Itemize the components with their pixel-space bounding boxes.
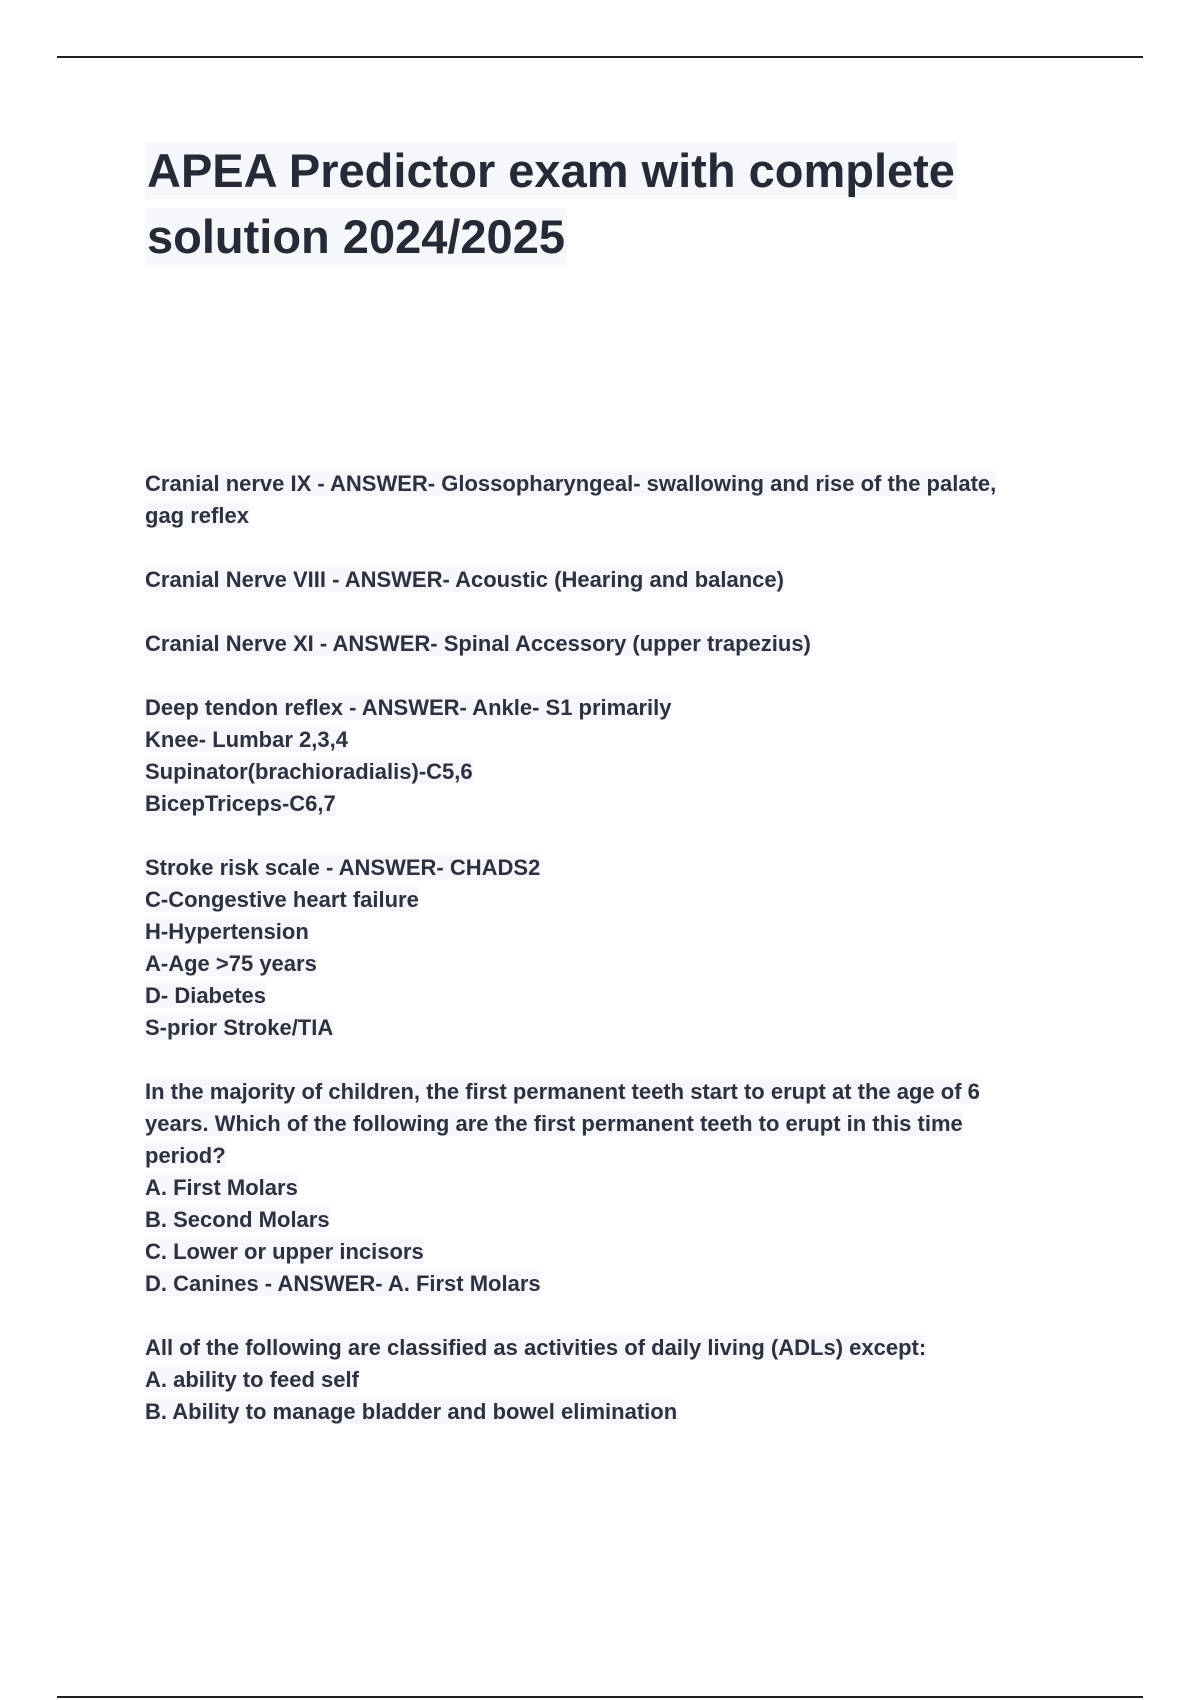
text-line-content: Stroke risk scale - ANSWER- CHADS2 (145, 855, 541, 880)
text-line (145, 468, 1105, 500)
text-line-content: H-Hypertension (145, 919, 309, 944)
text-line-content: A. First Molars (145, 1175, 298, 1200)
text-line-content: years. Which of the following are the first permanent teeth to erupt in this time (145, 1111, 963, 1136)
text-line-content: A-Age >75 years (145, 951, 317, 976)
text-line (145, 1012, 1105, 1044)
text-line-content: Cranial nerve IX - ANSWER- Glossopharyngeal- swallowing and rise of the palate, (145, 471, 997, 496)
text-line (145, 1172, 1105, 1204)
text-line-content: A. ability to feed self (145, 1367, 359, 1392)
text-line (145, 724, 1105, 756)
text-line-content: C. Lower or upper incisors (145, 1239, 424, 1264)
qa-entry (145, 468, 1105, 532)
text-line-content: Supinator(brachioradialis)-C5,6 (145, 759, 473, 784)
text-line (145, 628, 1105, 660)
qa-entry (145, 1076, 1105, 1300)
text-line (145, 1076, 1105, 1108)
text-line (145, 916, 1105, 948)
document-title-text: APEA Predictor exam with complete solution 2024/2025 (147, 144, 955, 263)
text-line (145, 564, 1105, 596)
text-line-content: D. Canines - ANSWER- A. First Molars (145, 1271, 541, 1296)
text-line (145, 756, 1105, 788)
text-line-content: Deep tendon reflex - ANSWER- Ankle- S1 primarily (145, 695, 672, 720)
text-line-content: Cranial Nerve XI - ANSWER- Spinal Accessory (upper trapezius) (145, 631, 811, 656)
qa-entry (145, 628, 1105, 660)
qa-entry (145, 1332, 1105, 1428)
text-line-content: C-Congestive heart failure (145, 887, 419, 912)
text-line (145, 980, 1105, 1012)
text-line (145, 1396, 1105, 1428)
text-line (145, 1140, 1105, 1172)
qa-entry (145, 852, 1105, 1044)
text-line-content: period? (145, 1143, 226, 1168)
text-line (145, 1268, 1105, 1300)
document-title (145, 138, 1085, 270)
text-line (145, 884, 1105, 916)
text-line (145, 692, 1105, 724)
top-divider (57, 56, 1143, 58)
text-line-content: B. Ability to manage bladder and bowel elimination (145, 1399, 678, 1424)
text-line (145, 788, 1105, 820)
bottom-divider (57, 1696, 1143, 1698)
text-line (145, 1364, 1105, 1396)
text-line (145, 1204, 1105, 1236)
qa-entry (145, 564, 1105, 596)
text-line (145, 500, 1105, 532)
text-line-content: BicepTriceps-C6,7 (145, 791, 336, 816)
text-line-content: gag reflex (145, 503, 249, 528)
text-line-content: Cranial Nerve VIII - ANSWER- Acoustic (Hearing and balance) (145, 567, 784, 592)
text-line-content: All of the following are classified as activities of daily living (ADLs) except: (145, 1335, 927, 1360)
text-line-content: Knee- Lumbar 2,3,4 (145, 727, 348, 752)
text-line-content: In the majority of children, the first permanent teeth start to erupt at the age of 6 (145, 1079, 980, 1104)
text-line-content: B. Second Molars (145, 1207, 330, 1232)
qa-entry (145, 692, 1105, 820)
text-line-content: D- Diabetes (145, 983, 267, 1008)
text-line (145, 1332, 1105, 1364)
text-line (145, 948, 1105, 980)
text-line (145, 852, 1105, 884)
document-body (145, 468, 1105, 1460)
text-line-content: S-prior Stroke/TIA (145, 1015, 334, 1040)
text-line (145, 1236, 1105, 1268)
text-line (145, 1108, 1105, 1140)
